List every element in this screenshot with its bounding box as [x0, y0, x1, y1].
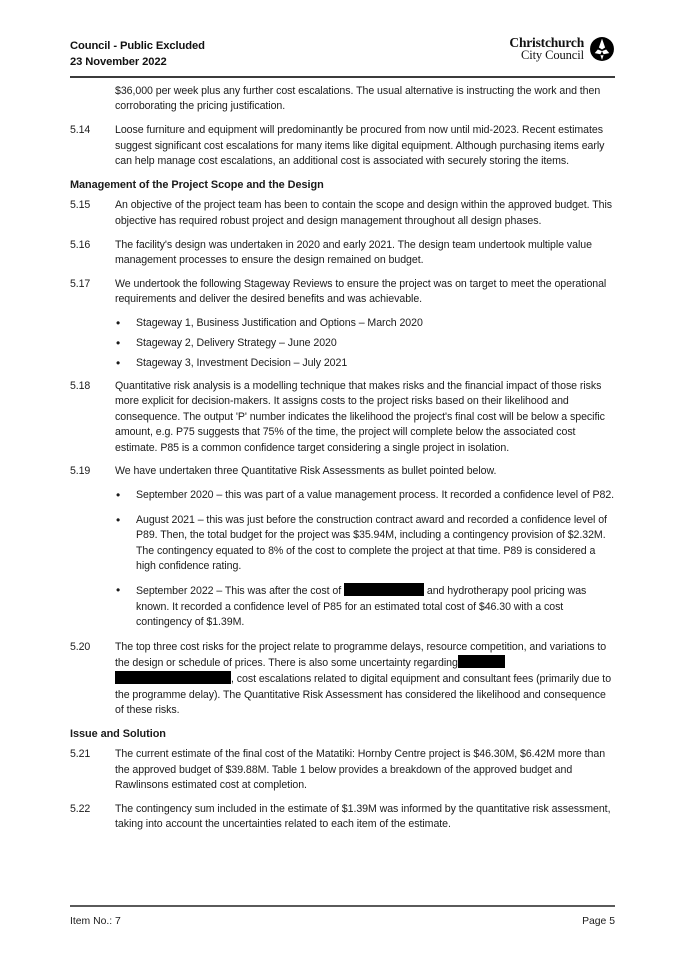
- paragraph-5-21: [70, 747, 615, 793]
- footer-divider: [70, 905, 615, 907]
- paragraph-5-15: [70, 198, 615, 229]
- section-heading-issue: Issue and Solution: [70, 728, 166, 740]
- list-item-label: August 2021 – this was just before the construction contract award and recorded a confidence level of P89. Then, the total budget for the project was $35.94M, including a contingency provision of $2.32M. The contingency equated to 8% of the cost to complete the project at that time. P89 is considered a high confidence rating.: [136, 513, 607, 572]
- bullet-icon: •: [116, 355, 121, 370]
- paragraph-5-17: [70, 277, 615, 308]
- bullet-icon: •: [116, 316, 121, 331]
- paragraph-5-19: [70, 464, 615, 479]
- header-date: 23 November 2022: [70, 56, 167, 68]
- paragraph-text: [115, 640, 615, 719]
- header-title: [70, 38, 205, 70]
- paragraph-number: 5.20: [70, 640, 91, 653]
- list-item: [70, 356, 615, 371]
- paragraph-text: We have undertaken three Quantitative Risk Assessments as bullet pointed below.: [115, 465, 497, 478]
- text-before-redaction: September 2022 – This was after the cost of: [136, 585, 342, 598]
- page-header: [70, 34, 615, 70]
- list-item-redacted: [70, 583, 615, 630]
- footer-page-number: Page 5: [582, 916, 615, 927]
- redaction-block: [115, 671, 231, 684]
- list-item: [70, 513, 615, 574]
- list-item: [70, 488, 615, 503]
- logo-line-2: City Council: [520, 48, 584, 62]
- christchurch-city-council-logo-icon: [589, 36, 615, 62]
- council-logo: [509, 36, 615, 62]
- bullet-icon: •: [116, 512, 121, 527]
- list-item-label: Stageway 1, Business Justification and Options – March 2020: [136, 317, 423, 330]
- list-item: [70, 336, 615, 351]
- paragraph-5-22: [70, 802, 615, 833]
- paragraph-number: 5.14: [70, 124, 91, 137]
- paragraph-5-14: [70, 123, 615, 169]
- paragraph-number: 5.18: [70, 380, 91, 393]
- section-heading-management: Management of the Project Scope and the Design: [70, 178, 324, 191]
- paragraph-5-16: [70, 238, 615, 269]
- list-item-label: [136, 583, 615, 630]
- redaction-block: [344, 583, 424, 596]
- redaction-block: [458, 655, 505, 668]
- paragraph-text: The current estimate of the final cost of the Matatiki: Hornby Centre project is $46.30M, $6.42M more than the approved budget of $39.88M. Table 1 below provides a breakdown of the approved budget and Rawlinsons estimated cost at completion.: [115, 748, 606, 792]
- paragraph-number: 5.16: [70, 238, 91, 251]
- list-item-label: Stageway 2, Delivery Strategy – June 2020: [136, 336, 337, 349]
- text-after-redaction: and hydrotherapy pool pricing was known. It recorded a confidence level of P85 for an estimated total cost of $46.30 with a cost contingency of $1.39M.: [136, 585, 587, 629]
- list-item-label: September 2020 – this was part of a value management process. It recorded a confidence level of P82.: [136, 489, 615, 502]
- paragraph-number: 5.19: [70, 465, 91, 478]
- paragraph-number: 5.17: [70, 277, 91, 290]
- document-body: [70, 84, 615, 841]
- paragraph-text: An objective of the project team has been to contain the scope and design within the approved budget. This objective has required robust project and design management throughout all design phases.: [115, 199, 612, 227]
- paragraph-text: Quantitative risk analysis is a modelling technique that makes risks and the financial impact of those risks more explicit for decision-makers. It assigns costs to the project risks based on their likelihood and consequence. The output 'P' number indicates the likelihood the project's final cost will be below a specific amount, e.g. P75 suggests that 75% of the time, the project will complete below the associated cost estimate. P85 is a common confidence target considering a single project in isolation.: [115, 380, 605, 454]
- qra-bullet-list: [70, 488, 615, 630]
- paragraph-text: Loose furniture and equipment will predominantly be procured from now until mid-2023. Recent estimates suggest significant cost escalations for many items like digital equipment. Although purchasing items early can help manage cost escalations, an additional cost is associated with securely storing the items.: [115, 124, 605, 167]
- list-item-label: Stageway 3, Investment Decision – July 2021: [136, 356, 348, 369]
- paragraph-text: The contingency sum included in the estimate of $1.39M was informed by the quantitative risk assessment, taking into account the uncertainties related to each item of the estimate.: [115, 802, 611, 831]
- paragraph-text: The facility's design was undertaken in 2020 and early 2021. The design team undertook multiple value management processes to ensure the design remained on budget.: [115, 238, 592, 266]
- bullet-icon: •: [116, 488, 121, 503]
- text-segment-3: , cost escalations related to digital equipment and consultant fees (primarily due to the programme delay). The Quantitative Risk Assessment has considered the likelihood and consequence of these risks.: [115, 673, 612, 717]
- list-item: [70, 316, 615, 331]
- paragraph-5-18: [70, 379, 615, 456]
- paragraph-5-20: [70, 640, 615, 719]
- paragraph-number: 5.22: [70, 802, 91, 815]
- paragraph-text: We undertook the following Stageway Reviews to ensure the project was on target to meet the operational requirements and deliver the desired benefits and was achievable.: [115, 277, 607, 306]
- paragraph-number: 5.21: [70, 748, 91, 761]
- paragraph-continued: [70, 84, 615, 115]
- stageway-bullet-list: [70, 316, 615, 371]
- bullet-icon: •: [116, 583, 121, 598]
- header-divider: [70, 76, 615, 78]
- paragraph-number: 5.15: [70, 199, 91, 212]
- logo-wordmark: [509, 34, 584, 62]
- text-segment-1: The top three cost risks for the project relate to programme delays, resource competition, and variations to the design or schedule of prices. There is also some uncertainty regarding: [115, 640, 607, 670]
- footer-item-number: Item No.: 7: [70, 916, 121, 927]
- page-footer: [70, 916, 615, 927]
- paragraph-text: $36,000 per week plus any further cost escalations. The usual alternative is instructing the work and then corroborating the pricing justification.: [115, 85, 601, 113]
- header-title-line-1: Council - Public Excluded: [70, 40, 205, 52]
- logo-line-1: Christchurch: [509, 34, 584, 50]
- bullet-icon: •: [116, 335, 121, 350]
